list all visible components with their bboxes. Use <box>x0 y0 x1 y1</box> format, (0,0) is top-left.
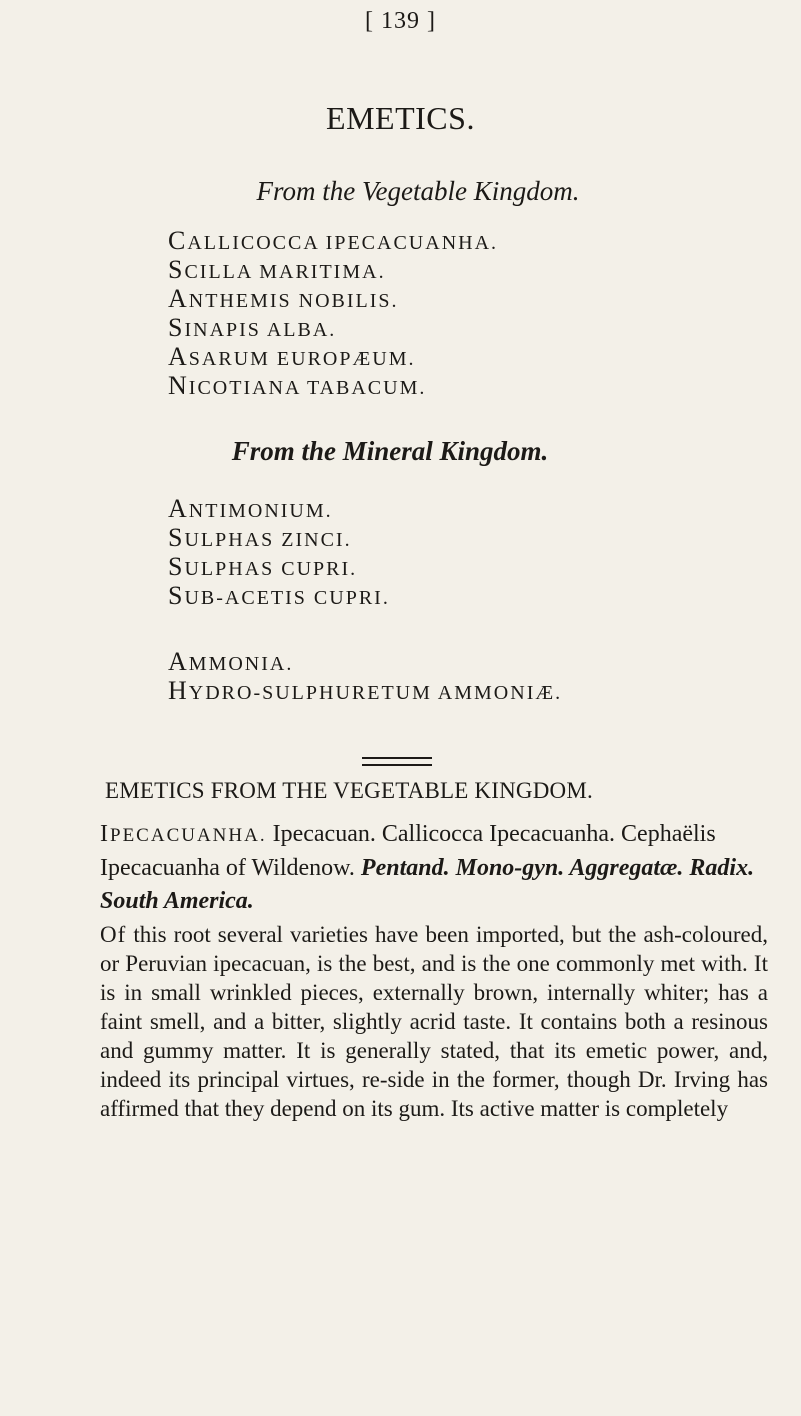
list-item: ANTIMONIUM. <box>168 494 333 523</box>
vegetable-drug-list <box>168 226 498 400</box>
paragraph-text: this root several varieties have been imported, but the ash-coloured, or Peruvian ipecacuan, is the best, and is the one commonly met with. It is in small wrinkled pieces, externally brown, internally whiter; has a faint smell, and a bitter, slightly acrid taste. It contains both a resinous and gummy matter. It is generally stated, that its emetic power, and, indeed its principal virtues, re-side in the former, though Dr. Irving has affirmed that they depend on its gum. Its active matter is completely <box>100 922 768 1121</box>
list-item: ASARUM EUROPÆUM. <box>168 342 416 371</box>
body-paragraph <box>100 920 768 1123</box>
list-item: SULPHAS ZINCI. <box>168 523 352 552</box>
list-item: SUB-ACETIS CUPRI. <box>168 581 390 610</box>
vegetable-kingdom-heading: From the Vegetable Kingdom. <box>256 176 580 206</box>
list-item: SINAPIS ALBA. <box>168 313 337 342</box>
list-item: AMMONIA. <box>168 647 294 676</box>
list-item: CALLICOCCA IPECACUANHA. <box>168 226 499 255</box>
list-item: SULPHAS CUPRI. <box>168 552 358 581</box>
mineral-drug-list <box>168 494 390 610</box>
mineral-drug-list-continued <box>168 647 562 705</box>
list-item: HYDRO-SULPHURETUM AMMONIÆ. <box>168 676 563 705</box>
mineral-kingdom-heading: From the Mineral Kingdom. <box>231 436 549 466</box>
list-item: NICOTIANA TABACUM. <box>168 371 427 400</box>
entry-synonyms: Ipecacuan. Callicocca Ipecacuanha. Cephaëlis Ipecacuanha of Wildenow. <box>100 821 716 881</box>
page-number: [ 139 ] <box>365 8 436 34</box>
list-item: SCILLA MARITIMA. <box>168 255 386 284</box>
ipecacuanha-entry <box>100 818 768 918</box>
subsection-title: EMETICS FROM THE VEGETABLE KINGDOM. <box>105 778 593 803</box>
entry-head: IPECACUANHA. <box>100 821 267 847</box>
list-item: ANTHEMIS NOBILIS. <box>168 284 399 313</box>
section-divider-rule <box>362 757 432 766</box>
entry-botanical-classification: Pentand. Mono-gyn. Aggregatæ. Radix. South America. <box>100 855 755 914</box>
paragraph-opening-word: Of <box>100 922 127 947</box>
chapter-title: EMETICS. <box>326 100 475 136</box>
